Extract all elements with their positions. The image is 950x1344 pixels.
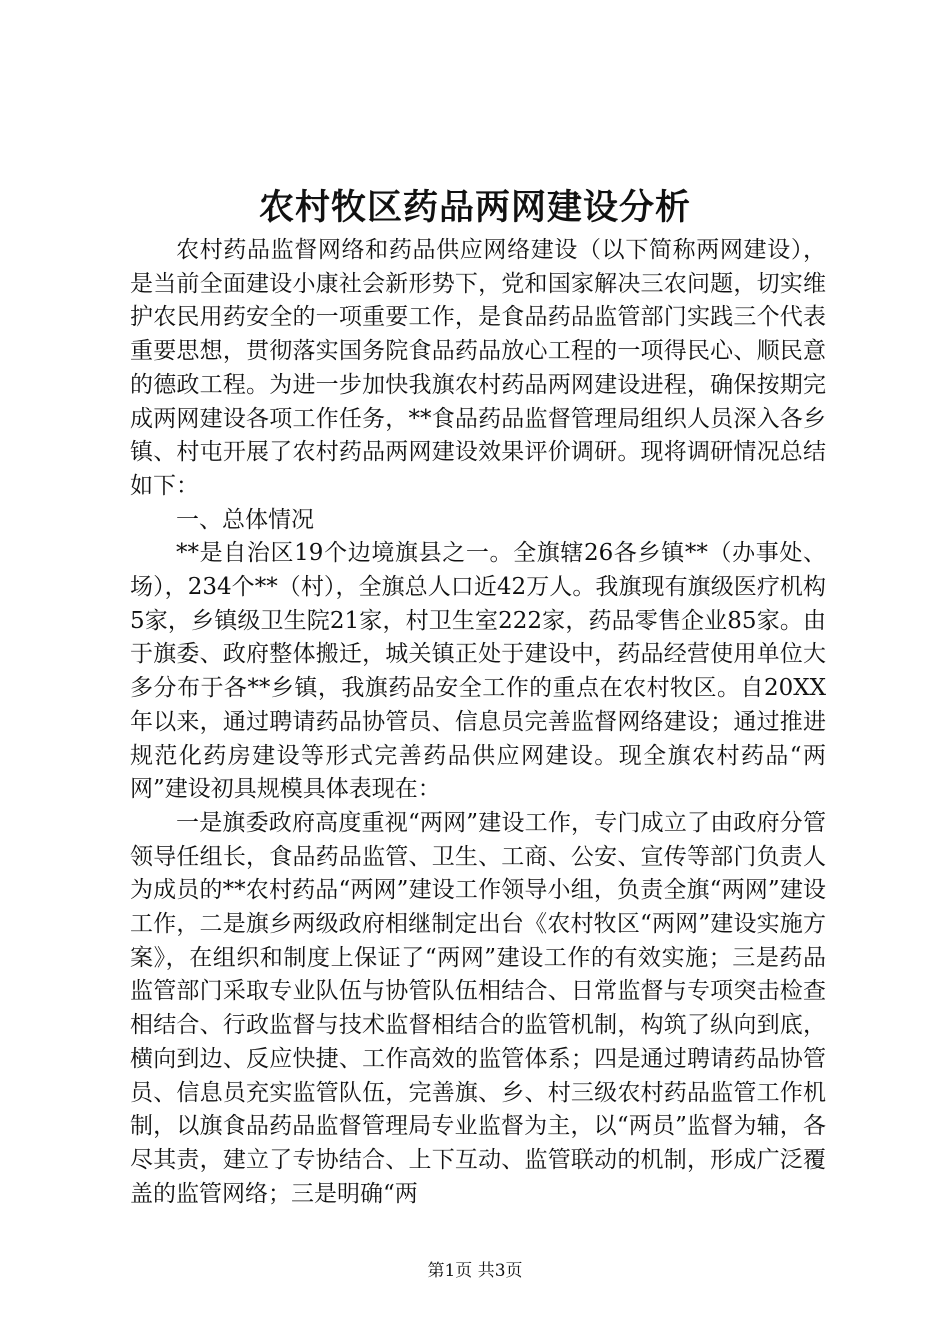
- section-heading: 一、总体情况: [176, 506, 314, 533]
- measures-paragraph: 一是旗委政府高度重视“两网”建设工作，专门成立了由政府分管领导任组长，食品药品监管、卫生、工商、公安、宣传等部门负责人为成员的**农村药品“两网”建设工作领导小组，负责全旗“两网”建设工作，二是旗乡两级政府相继制定出台《农村牧区“两网”建设实施方案》，在组织和制度上保证了“两网”建设工作的有效实施；三是药品监管部门采取专业队伍与协管队伍相结合、日常监督与专项突击检查相结合、行政监督与技术监督相结合的监管机制，构筑了纵向到底，横向到边、反应快捷、工作高效的监管体系；四是通过聘请药品协管员、信息员充实监管队伍，完善旗、乡、村三级农村药品监管工作机制，以旗食品药品监督管理局专业监督为主，以“两员”监督为辅，各尽其责，建立了专协结合、上下互动、监管联动的机制，形成广泛覆盖的监管网络；三是明确“两: [130, 809, 826, 1207]
- intro-paragraph: 农村药品监督网络和药品供应网络建设（以下简称两网建设），是当前全面建设小康社会新形势下，党和国家解决三农问题，切实维护农民用药安全的一项重要工作，是食品药品监管部门实践三个代表重要思想，贯彻落实国务院食品药品放心工程的一项得民心、顺民意的德政工程。为进一步加快我旗农村药品两网建设进程，确保按期完成两网建设各项工作任务，**食品药品监督管理局组织人员深入各乡镇、村屯开展了农村药品两网建设效果评价调研。现将调研情况总结如下：: [130, 237, 826, 499]
- page-footer: 第1页 共3页: [427, 1261, 523, 1281]
- document-body: [130, 234, 826, 1211]
- document-title: 农村牧区药品两网建设分析: [258, 187, 691, 228]
- overview-paragraph: **是自治区19个边境旗县之一。全旗辖26各乡镇**（办事处、场），234个**（村），全旗总人口近42万人。我旗现有旗级医疗机构5家，乡镇级卫生院21家，村卫生室222家，药品零售企业85家。由于旗委、政府整体搬迁，城关镇正处于建设中，药品经营使用单位大多分布于各**乡镇，我旗药品安全工作的重点在农村牧区。自20XX年以来，通过聘请药品协管员、信息员完善监督网络建设；通过推进规范化药房建设等形式完善药品供应网建设。现全旗农村药品“两网”建设初具规模具体表现在：: [130, 540, 826, 803]
